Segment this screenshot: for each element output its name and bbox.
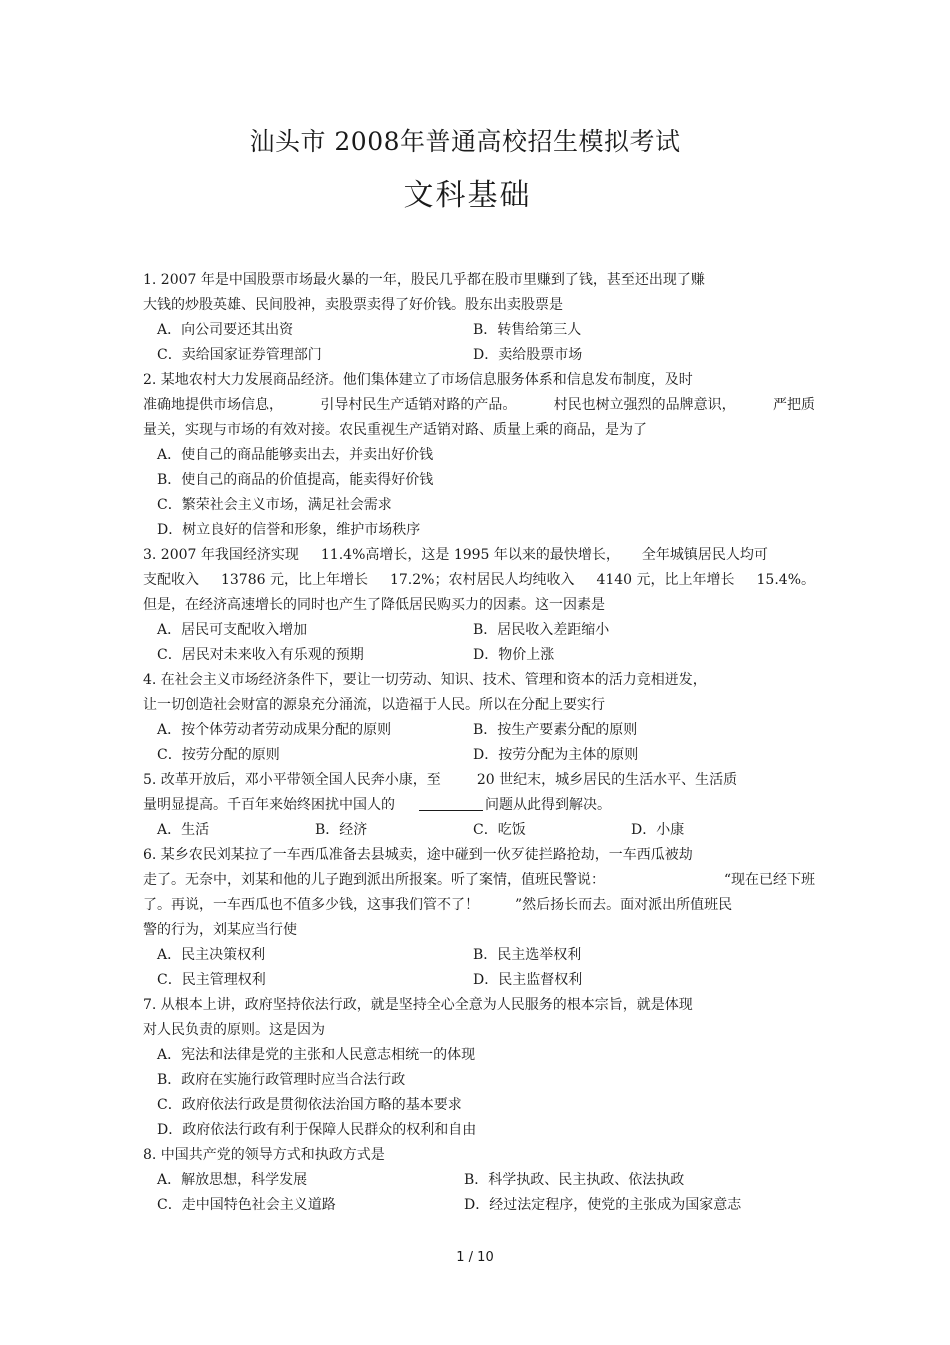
question-3-line-1	[143, 543, 815, 568]
question-6-line-1: 6. 某乡农民刘某拉了一车西瓜准备去县城卖，途中碰到一伙歹徒拦路抢劫，一车西瓜被劫	[143, 847, 693, 863]
question-4-options-row-1	[143, 718, 815, 743]
question-1-options-row-2	[143, 343, 815, 368]
option-c: C．走中国特色社会主义道路	[157, 1197, 336, 1213]
question-1-line-2: 大钱的炒股英雄、民间股神，卖股票卖得了好价钱。股东出卖股票是	[143, 297, 563, 313]
question-4-options-row-2	[143, 743, 815, 768]
option-c: C．卖给国家证券管理部门	[157, 347, 322, 363]
option-c: C．按劳分配的原则	[157, 747, 280, 763]
option-a: A．宪法和法律是党的主张和人民意志相统一的体现	[157, 1047, 476, 1063]
option-a: A．民主决策权利	[157, 947, 266, 963]
option-a: A．居民可支配收入增加	[157, 622, 308, 638]
text-segment: 5. 改革开放后，邓小平带领全国人民奔小康，至	[143, 772, 441, 788]
question-8-line-1: 8. 中国共产党的领导方式和执政方式是	[143, 1147, 385, 1163]
question-7-line-1: 7. 从根本上讲，政府坚持依法行政，就是坚持全心全意为人民服务的根本宗旨，就是体现	[143, 997, 693, 1013]
option-b: B．民主选举权利	[473, 947, 582, 963]
question-6-line-3	[143, 893, 815, 918]
text-segment: 严把质	[772, 397, 815, 413]
question-5-options-row	[143, 818, 815, 843]
option-d: D．经过法定程序，使党的主张成为国家意志	[464, 1197, 742, 1213]
text-segment: 20 世纪末，城乡居民的生活水平、生活质	[476, 772, 738, 788]
text-segment: “现在已经下班	[723, 872, 815, 888]
question-3-line-3: 但是，在经济高速增长的同时也产生了降低居民购买力的因素。这一因素是	[143, 597, 605, 613]
question-1-line-1: 1. 2007 年是中国股票市场最火暴的一年，股民几乎都在股市里赚到了钱，甚至还出现了赚	[143, 272, 705, 288]
option-b: B．居民收入差距缩小	[473, 622, 610, 638]
question-4-line-1: 4. 在社会主义市场经济条件下，要让一切劳动、知识、技术、管理和资本的活力竞相迸发，	[143, 672, 707, 688]
question-5-line-1	[143, 768, 815, 793]
option-d: D．按劳分配为主体的原则	[473, 747, 639, 763]
question-6-line-4: 警的行为，刘某应当行使	[143, 922, 297, 938]
question-6-options-row-1	[143, 943, 815, 968]
question-8-options-row-2	[143, 1193, 815, 1218]
option-d: D．政府依法行政有利于保障人民群众的权利和自由	[157, 1122, 477, 1138]
option-d: D．卖给股票市场	[473, 347, 583, 363]
text-segment: 支配收入	[143, 572, 199, 588]
option-a: A．使自己的商品能够卖出去，并卖出好价钱	[157, 447, 434, 463]
question-6-line-2	[143, 868, 815, 893]
question-3-line-2	[143, 568, 815, 593]
question-2-line-3: 量关，实现与市场的有效对接。农民重视生产适销对路、质量上乘的商品，是为了	[143, 422, 647, 438]
text-segment: 17.2%；农村居民人均纯收入	[389, 572, 575, 588]
option-d: D．小康	[631, 822, 685, 838]
option-c: C．吃饭	[473, 822, 526, 838]
text-segment: 引导村民生产适销对路的产品。	[320, 397, 517, 413]
question-2-line-2	[143, 393, 815, 418]
question-8-options-row-1	[143, 1168, 815, 1193]
text-segment: 3. 2007 年我国经济实现	[143, 547, 299, 563]
option-a: A．解放思想，科学发展	[157, 1172, 308, 1188]
text-segment: 了。再说，一车西瓜也不值多少钱，这事我们管不了！	[143, 897, 479, 913]
text-segment: 准确地提供市场信息，	[143, 397, 283, 413]
option-a: A．向公司要还其出资	[157, 322, 294, 338]
question-3-options-row-1	[143, 618, 815, 643]
option-c: C．繁荣社会主义市场，满足社会需求	[157, 497, 392, 513]
text-segment: 13786 元，比上年增长	[220, 572, 368, 588]
option-b: B．按生产要素分配的原则	[473, 722, 638, 738]
option-b: B．政府在实施行政管理时应当合法行政	[157, 1072, 406, 1088]
text-segment: 4140 元，比上年增长	[596, 572, 735, 588]
option-c: C．政府依法行政是贯彻依法治国方略的基本要求	[157, 1097, 462, 1113]
option-b: B．转售给第三人	[473, 322, 582, 338]
option-d: D．物价上涨	[473, 647, 555, 663]
question-4-line-2: 让一切创造社会财富的源泉充分涌流，以造福于人民。所以在分配上要实行	[143, 697, 605, 713]
option-b: B．经济	[315, 822, 368, 838]
text-segment: 问题从此得到解决。	[485, 797, 611, 813]
exam-subtitle: 文科基础	[403, 178, 532, 213]
option-d: D．树立良好的信誉和形象，维护市场秩序	[157, 522, 421, 538]
answer-blank	[419, 796, 483, 811]
option-a: A．按个体劳动者劳动成果分配的原则	[157, 722, 392, 738]
option-b: B．使自己的商品的价值提高，能卖得好价钱	[157, 472, 434, 488]
text-segment: 11.4%高增长，这是 1995 年以来的最快增长，	[320, 547, 620, 563]
question-7-line-2: 对人民负责的原则。这是因为	[143, 1022, 325, 1038]
page-number: 1 / 10	[456, 1250, 494, 1265]
text-segment: 全年城镇居民人均可	[641, 547, 768, 563]
option-c: C．民主管理权利	[157, 972, 266, 988]
option-d: D．民主监督权利	[473, 972, 583, 988]
question-6-options-row-2	[143, 968, 815, 993]
text-segment: 量明显提高。千百年来始终困扰中国人的	[143, 797, 395, 813]
question-5-line-2	[143, 793, 815, 818]
option-c: C．居民对未来收入有乐观的预期	[157, 647, 364, 663]
text-segment: 走了。无奈中，刘某和他的儿子跑到派出所报案。听了案情，值班民警说：	[143, 872, 605, 888]
question-2-line-1: 2. 某地农村大力发展商品经济。他们集体建立了市场信息服务体系和信息发布制度，及时	[143, 372, 693, 388]
question-3-options-row-2	[143, 643, 815, 668]
question-1-options-row-1	[143, 318, 815, 343]
text-segment: ”然后扬长而去。面对派出所值班民	[515, 897, 733, 913]
text-segment: 15.4%。	[756, 572, 815, 588]
option-b: B．科学执政、民主执政、依法执政	[464, 1172, 685, 1188]
exam-title: 汕头市 2008年普通高校招生模拟考试	[249, 127, 681, 156]
question-list	[143, 268, 815, 1218]
text-segment: 村民也树立强烈的品牌意识，	[553, 397, 736, 413]
option-a: A．生活	[157, 822, 210, 838]
